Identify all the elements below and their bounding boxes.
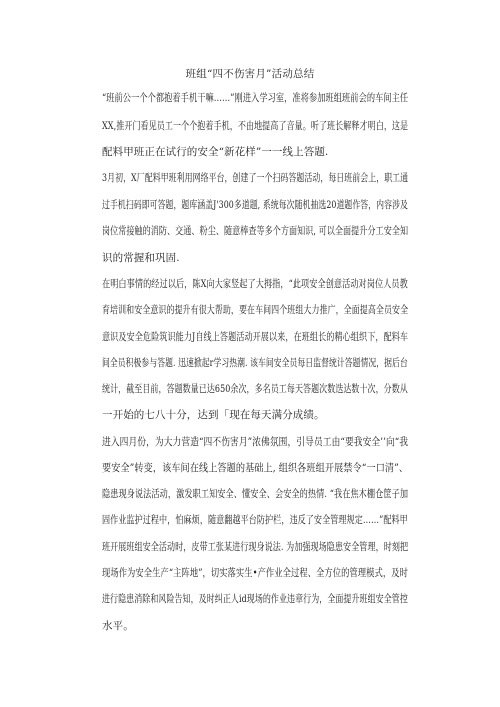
text-line: 识的常握和巩固.	[102, 252, 180, 264]
text-line: 固作业监护过程中，怕麻烦，随意翻越平台防护栏，违反了安全管理规定……”配料甲	[102, 514, 408, 526]
text-line: 一开始的七八十分，达到「现在每天满分成绩。	[102, 409, 325, 421]
text-line: XX,推开门看见员工一个个抱着手机，不由地提高了音量。听了班长解释才明白，这是	[102, 120, 409, 132]
text-line: 间全员积极参与答题. 迅速掀起r学习热潮. 该车间安全员每日监督统计答题情况，据后台	[102, 357, 408, 369]
text-line: 隐患现身说法活动，激发职工知安全、懂安全、会安全的热情. “我在焦木棚仓筐子加	[102, 488, 409, 500]
text-line: 统计，截至目前，答题数量已达650余次，多名员工每天答题次数迭达数十次，分数从	[102, 383, 408, 395]
text-line: 进入四月份，为大力营造“四不伤害月”浓佛氛围，引导员工由“要我安全’’向“我	[102, 436, 409, 448]
text-line: 岗位常接触的消防、交通、粉尘、随意棒查等多个方面知识, 可以全面提升分工安全知	[102, 225, 409, 237]
text-line: 育培训和安全意识的提升有很大帮助，要在车间四个班组大力推广，全面提高全员安全	[102, 304, 409, 316]
text-line: 3月初，X厂配料甲班利用网络平台，创建了一个扫码答题活动，每日班前会上，职工通	[102, 172, 409, 184]
text-line: 现场作为安全生产“主阵地”，切实落实生•产作业全过程、全方位的管理模式，及时	[102, 567, 408, 579]
text-line: 班开展班组安全活动时，皮带工张某进行现身说法. 为加强现场隐患安全管理，时刻把	[102, 541, 409, 553]
text-line: 在明白事情的经过以后，陈X向大家竖起了大拇指，“此项安全创意活动对岗位人员教	[102, 278, 408, 290]
text-line: 进行隐患消除和风险告知，及时纠正人id现场的作业违章行为，全面提升班组安全管控	[102, 593, 408, 605]
text-line: 要安全”转变，该车间在线上答题的基础上, 组织各班组开展禁令“一口清”、	[102, 462, 409, 474]
text-line: 配料甲班正在试行的安全“新花样”一一线上答题.	[102, 146, 329, 158]
text-line: “班前公一个个都抱着手机干嘛……”刚进入学习室，准将参加班组班前会的车间主任	[102, 92, 409, 104]
document-title: 班组“四不伤害月”活动总结	[185, 68, 315, 80]
text-line: 过手机扫码即可答题，题库涵盖J'300多道题, 系统每次随机抽选20道题作答，内容涉及	[102, 199, 408, 211]
text-line: 意识及安全危险筑识能力J自线上答题活动开展以来，在班组长的精心组织下，配料车	[102, 331, 409, 343]
text-line: 水平。	[102, 620, 134, 632]
